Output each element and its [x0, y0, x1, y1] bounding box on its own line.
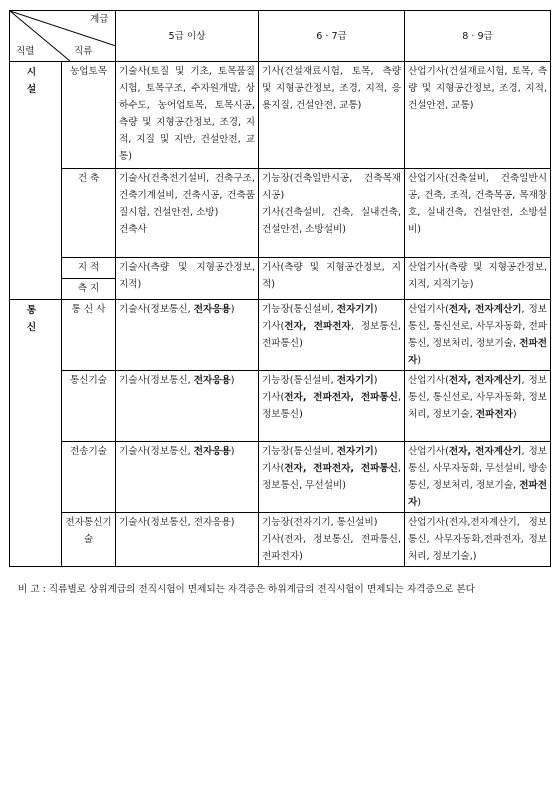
series-comm-skill: 통신기술: [62, 371, 116, 442]
table-row: [10, 169, 551, 258]
series-cadastral: 지 적: [62, 258, 116, 279]
header-grade-89: 8 · 9급: [405, 11, 551, 62]
qualification-table: [9, 10, 551, 567]
cell-comm-skill-67: 기능장(통신설비, 전자기기) 기사(전자, 전파전자, 전파통신, 정보통신): [259, 371, 405, 442]
cell-arch-5: 기술사(건축전기설비, 건축구조, 건축기계설비, 건축시공, 건축품질시험, 건설안전, 소방) 건축사: [116, 169, 259, 258]
corner-label-series: 직류: [74, 46, 93, 57]
cell-arch-67: 기능장(건축일반시공, 건축목재시공) 기사(건축설비, 건축, 실내건축, 건설안전, 소방설비): [259, 169, 405, 258]
header-grade-67: 6 · 7급: [259, 11, 405, 62]
cell-cadastral-89: 산업기사(측량 및 지형공간정보, 지적, 지적기능): [405, 258, 551, 300]
cell-arch-89: 산업기사(건축설비, 건축일반시공, 건축, 조적, 건축목공, 목재창호, 실내건축, 건설안전, 소방설비): [405, 169, 551, 258]
header-grade-5: 5급 이상: [116, 11, 259, 62]
table-row: [10, 442, 551, 513]
footnote: 비 고 : 직류별로 상위계급의 전직시험이 면제되는 자격증은 하위계급의 전직시험이 면제되는 자격증으로 본다: [18, 584, 475, 595]
cell-comm-tech-89: 산업기사(전자, 전자계산기, 정보통신, 통신선로, 사무자동화, 전파통신, 정보처리, 정보기술, 전파전자): [405, 300, 551, 371]
cell-broadcast-67: 기능장(통신설비, 전자기기) 기사(전자, 전파전자, 전파통신, 정보통신, 무선설비): [259, 442, 405, 513]
table-row: [10, 300, 551, 371]
cell-cadastral-67: 기사(측량 및 지형공간정보, 지적): [259, 258, 405, 300]
header-corner-cell: [10, 11, 116, 62]
series-comm-tech: 통 신 사: [62, 300, 116, 371]
cell-elec-comm-5: 기술사(정보통신, 전자응용): [116, 513, 259, 567]
series-elec-comm: 전자통신기 술: [62, 513, 116, 567]
cell-comm-skill-5: 기술사(정보통신, 전자응용): [116, 371, 259, 442]
cell-comm-tech-67: 기능장(통신설비, 전자기기) 기사(전자, 전파전자, 정보통신, 전파통신): [259, 300, 405, 371]
series-geodesy: 측 지: [62, 279, 116, 300]
table-row: [10, 258, 551, 279]
header-row: [10, 11, 551, 62]
series-broadcast: 전송기술: [62, 442, 116, 513]
cell-comm-tech-5: 기술사(정보통신, 전자응용): [116, 300, 259, 371]
series-arch: 건 축: [62, 169, 116, 258]
cell-cadastral-5: 기술사(측량 및 지형공간정보, 지적): [116, 258, 259, 300]
cell-comm-skill-89: 산업기사(전자, 전자계산기, 정보통신, 통신선로, 사무자동화, 정보처리, 정보기술, 전파전자): [405, 371, 551, 442]
table-row: [10, 62, 551, 169]
series-ag-civil: 농업토목: [62, 62, 116, 169]
cell-elec-comm-89: 산업기사(전자,전자계산기, 정보통신, 사무자동화,전파전자, 정보처리, 정보기술,): [405, 513, 551, 567]
corner-label-grade: 계급: [90, 14, 109, 25]
cell-ag-civil-89: 산업기사(건설재료시험, 토목, 측량 및 지형공간정보, 조경, 지적, 건설안전, 교통): [405, 62, 551, 169]
corner-label-category: 직렬: [16, 46, 35, 57]
cell-broadcast-5: 기술사(정보통신, 전자응용): [116, 442, 259, 513]
cell-ag-civil-5: 기술사(토질 및 기초, 토목품질시험, 토목구조, 수자원개발, 상하수도, 농어업토목, 토목시공, 측량 및 지형공간정보, 조경, 지적, 지질 및 지반, 건설안전, 교통): [116, 62, 259, 169]
cell-ag-civil-67: 기사(건설재료시험, 토목, 측량 및 지형공간정보, 조경, 지적, 응용지질, 건설안전, 교통): [259, 62, 405, 169]
cell-broadcast-89: 산업기사(전자, 전자계산기, 정보통신, 사무자동화, 무선설비, 방송통신, 정보처리, 정보기술, 전파전자): [405, 442, 551, 513]
table-row: [10, 513, 551, 567]
table-row: [10, 371, 551, 442]
category-telecom: 통 신: [10, 300, 62, 567]
category-facility: 시 설: [10, 62, 62, 300]
cell-elec-comm-67: 기능장(전자기기, 통신설비) 기사(전자, 정보통신, 전파통신, 전파전자): [259, 513, 405, 567]
